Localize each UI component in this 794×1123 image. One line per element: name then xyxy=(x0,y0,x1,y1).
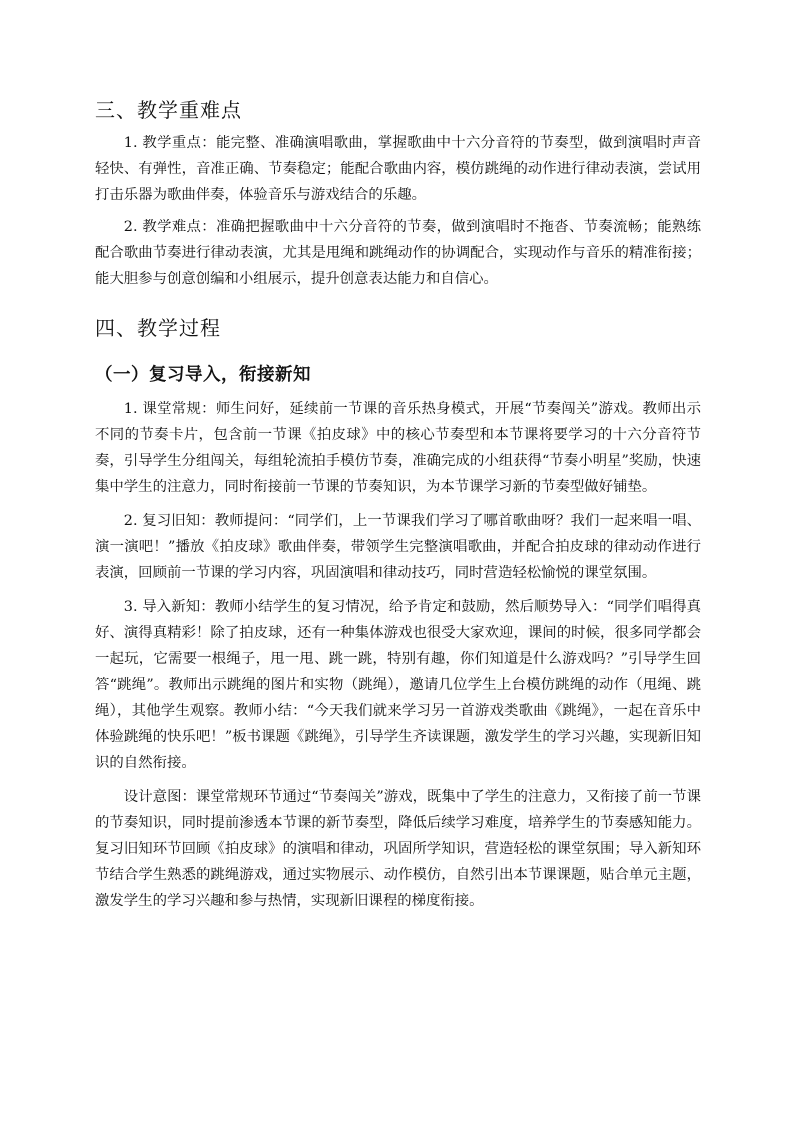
paragraph-teaching-difficulty: 2. 教学难点：准确把握歌曲中十六分音符的节奏，做到演唱时不拖沓、节奏流畅；能熟练配合歌曲节奏进行律动表演，尤其是甩绳和跳绳动作的协调配合，实现动作与音乐的精准衔接；能大胆参与创意创编和小组展示，提升创意表达能力和自信心。 xyxy=(95,219,701,287)
subsection-heading-review-intro: （一）复习导入，衔接新知 xyxy=(95,365,311,385)
paragraph-new-knowledge: 3. 导入新知：教师小结学生的复习情况，给予肯定和鼓励，然后顺势导入：“同学们唱得真好、演得真精彩！除了拍皮球，还有一种集体游戏也很受大家欢迎，课间的时候，很多同学都会一起玩，它需要一根绳子，甩一甩、跳一跳，特别有趣，你们知道是什么游戏吗？”引导学生回答“跳绳”。教师出示跳绳的图片和实物（跳绳），邀请几位学生上台模仿跳绳的动作（甩绳、跳绳），其他学生观察。教师小结：“今天我们就来学习另一首游戏类歌曲《跳绳》，一起在音乐中体验跳绳的快乐吧！”板书课题《跳绳》，引导学生齐读课题，激发学生的学习兴趣，实现新旧知识的自然衔接。 xyxy=(95,599,701,771)
paragraph-teaching-focus: 1. 教学重点：能完整、准确演唱歌曲，掌握歌曲中十六分音符的节奏型，做到演唱时声音轻快、有弹性，音准正确、节奏稳定；能配合歌曲内容，模仿跳绳的动作进行律动表演，尝试用打击乐器为歌曲伴奏，体验音乐与游戏结合的乐趣。 xyxy=(95,135,701,203)
paragraph-class-routine: 1. 课堂常规：师生问好，延续前一节课的音乐热身模式，开展“节奏闯关”游戏。教师出示不同的节奏卡片，包含前一节课《拍皮球》中的核心节奏型和本节课将要学习的十六分音符节奏，引导学生分组闯关，每组轮流拍手模仿节奏，准确完成的小组获得“节奏小明星”奖励，快速集中学生的注意力，同时衔接前一节课的节奏知识，为本节课学习新的节奏型做好铺垫。 xyxy=(95,401,701,495)
section-heading-key-points: 三、教学重难点 xyxy=(95,98,242,122)
section-heading-teaching-process: 四、教学过程 xyxy=(95,316,221,340)
paragraph-review: 2. 复习旧知：教师提问：“同学们，上一节课我们学习了哪首歌曲呀？我们一起来唱一唱、演一演吧！”播放《拍皮球》歌曲伴奏，带领学生完整演唱歌曲，并配合拍皮球的律动动作进行表演，回顾前一节课的学习内容，巩固演唱和律动技巧，同时营造轻松愉悦的课堂氛围。 xyxy=(95,513,701,581)
document-page xyxy=(95,96,701,914)
paragraph-design-intent: 设计意图：课堂常规环节通过“节奏闯关”游戏，既集中了学生的注意力，又衔接了前一节课的节奏知识，同时提前渗透本节课的新节奏型，降低后续学习难度，培养学生的节奏感知能力。复习旧知环节回顾《拍皮球》的演唱和律动，巩固所学知识，营造轻松的课堂氛围；导入新知环节结合学生熟悉的跳绳游戏，通过实物展示、动作模仿，自然引出本节课课题，贴合单元主题，激发学生的学习兴趣和参与热情，实现新旧课程的梯度衔接。 xyxy=(95,789,701,909)
